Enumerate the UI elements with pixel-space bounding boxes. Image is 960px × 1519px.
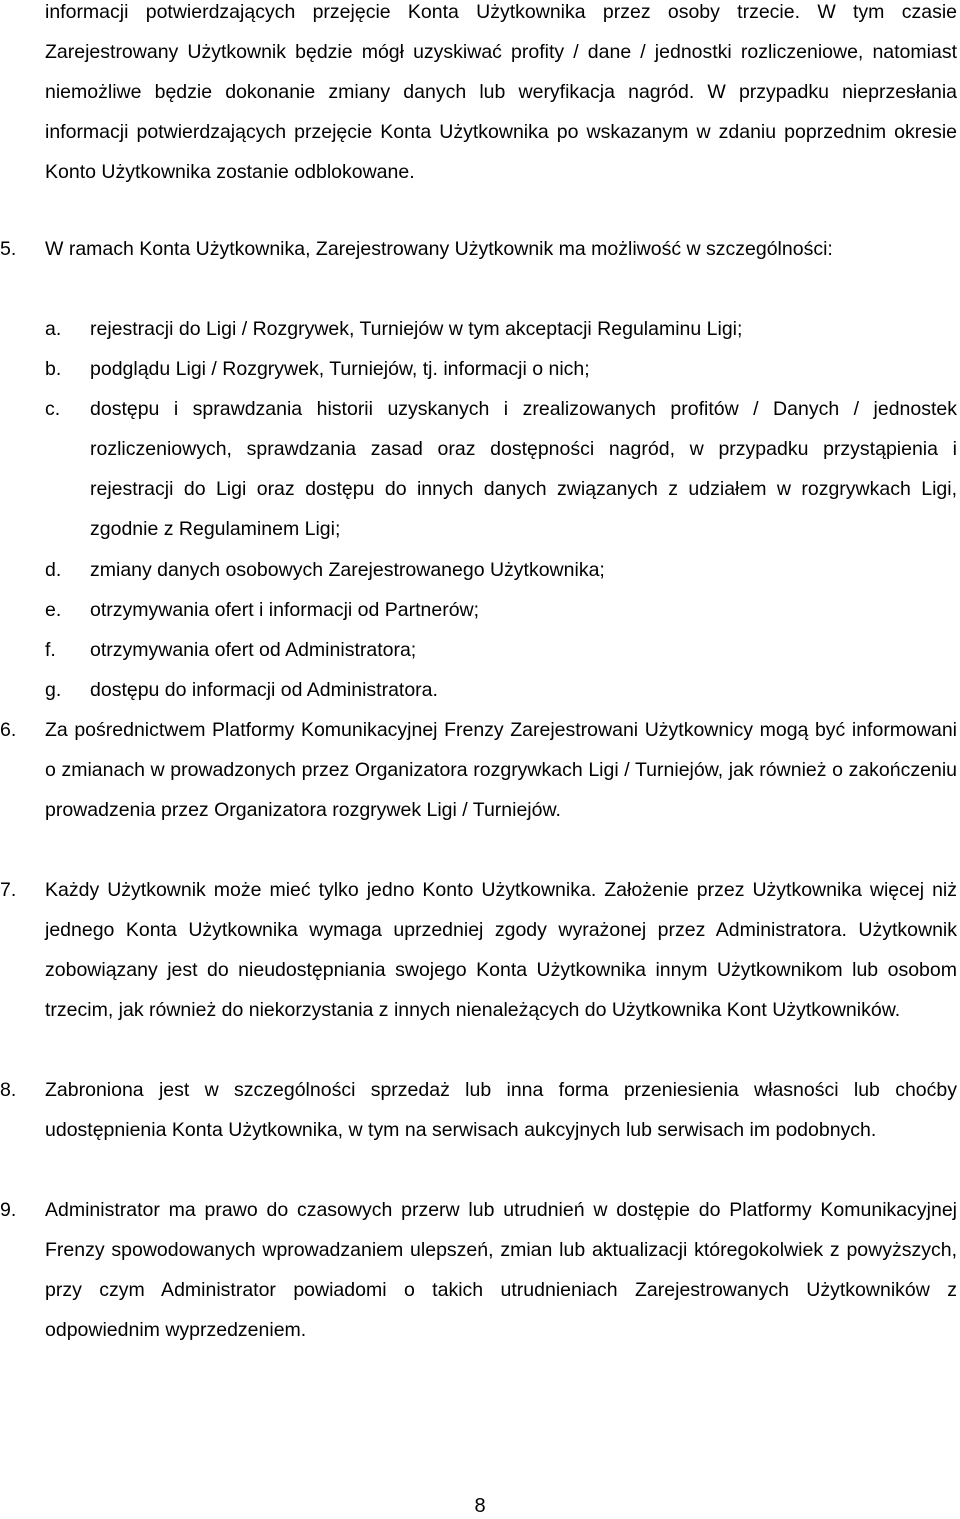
sub-item-letter: c. — [45, 398, 61, 420]
list-item-number: 8. — [0, 1079, 17, 1101]
list-item-8 — [0, 1070, 957, 1150]
list-item-text: Za pośrednictwem Platformy Komunikacyjnej Frenzy Zarejestrowani Użytkownicy mogą być informowani o zmianach w prowadzonych przez Organizatora rozgrywkach Ligi / Turniejów, jak również o zakończeniu prowadzenia przez Organizatora rozgrywek Ligi / Turniejów. — [45, 719, 957, 821]
sub-item-text: otrzymywania ofert od Administratora; — [90, 639, 417, 661]
list-item-number: 7. — [0, 879, 17, 901]
sub-item-letter: f. — [45, 639, 56, 661]
list-item-number: 9. — [0, 1199, 17, 1221]
list-item-text: Zabroniona jest w szczególności sprzedaż lub inna forma przeniesienia własności lub choćby udostępnienia Konta Użytkownika, w tym na serwisach aukcyjnych lub serwisach im podobnych. — [45, 1079, 957, 1141]
list-item-7 — [0, 870, 957, 1030]
sub-item-c — [45, 389, 957, 549]
sub-item-text: zmiany danych osobowych Zarejestrowanego Użytkownika; — [90, 559, 605, 581]
sub-item-b — [45, 349, 957, 389]
sub-item-text: rejestracji do Ligi / Rozgrywek, Turniejów w tym akceptacji Regulaminu Ligi; — [90, 318, 743, 340]
sub-item-f — [45, 630, 957, 670]
continuation-rest: czasie Zarejestrowany Użytkownik będzie mógł uzyskiwać profity / dane / jednostki rozliczeniowe, natomiast niemożliwe będzie dokonanie zmiany danych lub weryfikacja nagród. W przypadku nieprzesłania informacji potwierdzających przejęcie Konta Użytkownika po wskazanym w zdaniu poprzednim okresie Konto Użytkownika zostanie odblokowane. — [45, 1, 957, 183]
sub-item-letter: e. — [45, 599, 62, 621]
list-item-number: 5. — [0, 238, 17, 260]
sub-item-letter: b. — [45, 358, 62, 380]
list-item-text: Administrator ma prawo do czasowych przerw lub utrudnień w dostępie do Platformy Komunikacyjnej Frenzy spowodowanych wprowadzaniem ulepszeń, zmian lub aktualizacji któregokolwiek z powyższych, przy czym Administrator powiadomi o takich utrudnieniach Zarejestrowanych Użytkowników z odpowiednim wyprzedzeniem. — [45, 1199, 957, 1341]
sub-item-letter: g. — [45, 679, 62, 701]
sub-item-letter: a. — [45, 318, 62, 340]
sub-item-e — [45, 590, 957, 630]
sub-item-text: podglądu Ligi / Rozgrywek, Turniejów, tj. informacji o nich; — [90, 358, 590, 380]
sub-item-letter: d. — [45, 559, 62, 581]
sub-item-a — [45, 309, 957, 349]
sub-item-text: dostępu i sprawdzania historii uzyskanych i zrealizowanych profitów / Danych / jednostek rozliczeniowych, sprawdzania zasad oraz dostępności nagród, w przypadku przystąpienia i rejestracji do Ligi oraz dostępu do innych danych związanych z udziałem w rozgrywkach Ligi, zgodnie z Regulaminem Ligi; — [90, 398, 957, 540]
list-item-text: W ramach Konta Użytkownika, Zarejestrowany Użytkownik ma możliwość w szczególności: — [45, 238, 833, 260]
sub-item-d — [45, 550, 957, 590]
page-number: 8 — [474, 1495, 486, 1517]
list-item-5 — [0, 229, 957, 269]
list-item-9 — [0, 1190, 957, 1350]
list-item-6 — [0, 710, 957, 830]
list-item-number: 6. — [0, 719, 17, 741]
continuation-line-1: informacji potwierdzających przejęcie Konta Użytkownika przez osoby trzecie. W tym — [45, 1, 885, 23]
list-item-text: Każdy Użytkownik może mieć tylko jedno Konto Użytkownika. Założenie przez Użytkownika więcej niż jednego Konta Użytkownika wymaga uprzedniej zgody wyrażonej przez Administratora. Użytkownik zobowiązany jest do nieudostępniania swojego Konta Użytkownika innym Użytkownikom lub osobom trzecim, jak również do niekorzystania z innych nienależących do Użytkownika Kont Użytkowników. — [45, 879, 957, 1021]
sub-item-g — [45, 670, 957, 710]
sub-item-text: dostępu do informacji od Administratora. — [90, 679, 438, 701]
continuation-paragraph — [45, 0, 957, 192]
sub-item-text: otrzymywania ofert i informacji od Partnerów; — [90, 599, 480, 621]
